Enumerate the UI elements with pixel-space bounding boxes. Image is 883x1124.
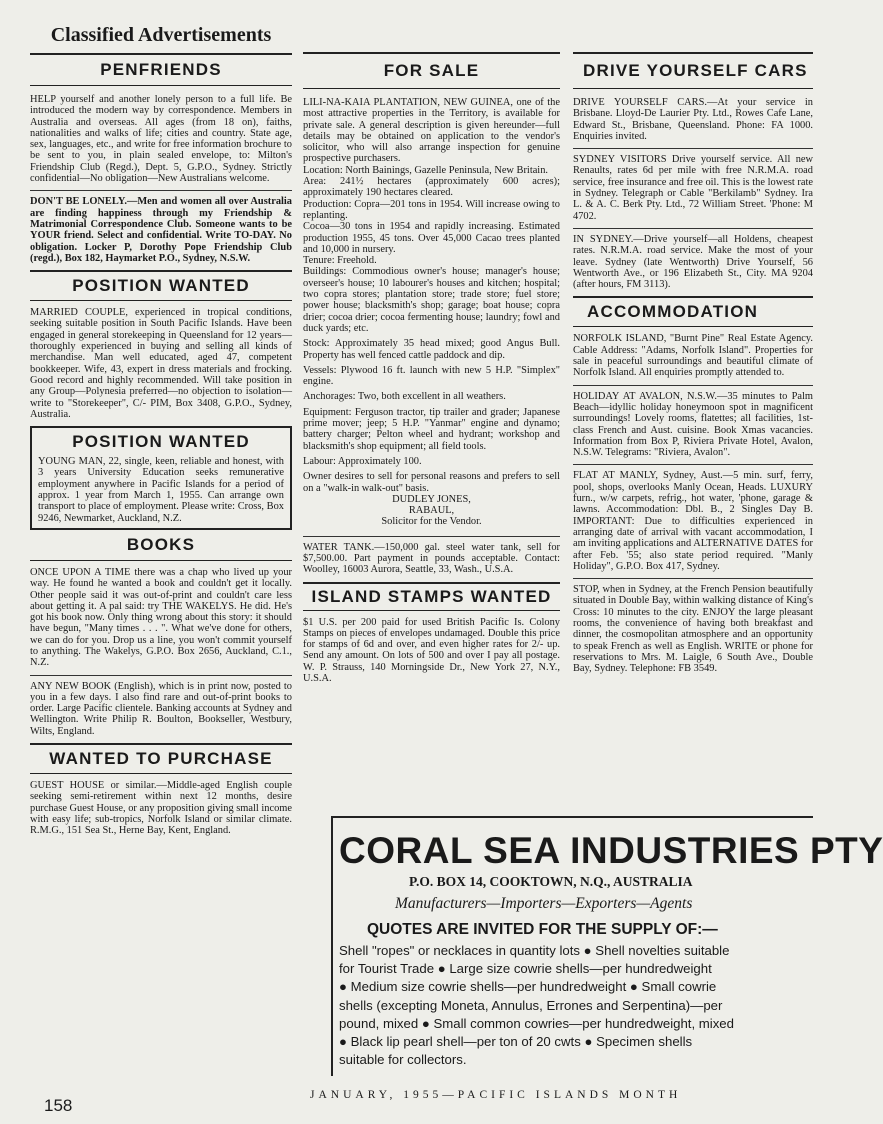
- sale-detail: Production: Copra—201 tons in 1954. Will increase owing to replanting.: [303, 198, 560, 221]
- drive-yourself-header: DRIVE YOURSELF CARS: [573, 54, 813, 89]
- ad-body-line: shells (excepting Moneta, Annulus, Errones and Serpentina)—per: [339, 997, 723, 1013]
- ad-body-line: ● Black lip pearl shell—per ton of 20 cwts ● Specimen shells: [339, 1034, 693, 1050]
- solicitor-town: RABAUL,: [408, 505, 455, 517]
- position-wanted-box: [30, 426, 292, 530]
- sale-detail: Cocoa—30 tons in 1954 and rapidly increasing. Estimated production 1955, 45 tons. Over 45,000 Cacao trees planted and 10,000 in nursery.: [303, 221, 560, 255]
- classified-ad: FLAT AT MANLY, Sydney, Aust.—5 min. surf, ferry, pool, shops, overlooks Manly Ocean, Heads. LUXURY furn., w/w carpets, refrig., hot water, 'phone, garage & lawns. Accommodation: Dbl. B., 2 Singles Day B. IMPORTANT: Due to difficulties experienced in arranging date of arrival with vacant accommodation, I am inviting applications and ALTERNATIVE DATES for after Feb. '55; also state period required. "Manly Holiday", G.P.O. Box 417, Sydney.: [573, 470, 813, 572]
- advertiser-tagline: Manufacturers—Importers—Exporters—Agents: [395, 895, 693, 912]
- classified-ad: HELP yourself and another lonely person to a full life. Be introduced the modern way by correspondence. Members in Australia and overseas. All ages (from 18 on), faiths, nationalities and walks of life; cities and country. State age, sex, languages, etc., and write for free information brochure to be sent to you, in plain sealed envelope, to: Milton's Friendship Club (Regd.), Dept. 5, G.P.O., Sydney. Strictly confidential—No obligation—New Australians welcome.: [30, 94, 292, 185]
- classified-ad: HOLIDAY AT AVALON, N.S.W.—35 minutes to Palm Beach—idyllic holiday honeymoon spot in magnificent surroundings! Lovely rooms, flatettes; all facilities, 1st-class French and Aust. cuisine. Book Xmas vacancies. Information from Box P, Riviera Private Hotel, Avalon, N.S.W. Telegrams: "Riviera, Avalon".: [573, 390, 813, 459]
- classified-ad: LILI-NA-KAIA PLANTATION, NEW GUINEA, one of the most attractive properties in the Territory, is available for private sale. A general description is given hereunder—full details may be obtained on application to the vendor's solicitor, who will also arrange inspection for genuine prospective purchasers.: [303, 97, 560, 165]
- column-middle: [303, 0, 560, 684]
- classified-ad: NORFOLK ISLAND, "Burnt Pine" Real Estate Agency. Cable Address: "Adams, Norfolk Island". Properties for sale in peaceful surroundings and beautiful climate of Norfolk Island. All enquiries promptly attended to.: [573, 333, 813, 379]
- sale-detail: Location: North Bainings, Gazelle Peninsula, New Britain.: [303, 164, 548, 176]
- sale-detail: Stock: Approximately 35 head mixed; good Angus Bull. Property has well fenced cattle paddock and dip.: [303, 338, 560, 361]
- classified-ad: GUEST HOUSE or similar.—Middle-aged English couple seeking semi-retirement within next 12 months, desire purchase Guest House, or any proposition giving small income with easy life; sub-tropics, Norfolk Island or similar climate. R.M.G., 151 Sea St., Herne Bay, Kent, England.: [30, 780, 292, 837]
- sale-detail: Owner desires to sell for personal reasons and prefers to sell on a "walk-in walk-out" basis.: [303, 471, 560, 494]
- island-stamps-header: ISLAND STAMPS WANTED: [303, 584, 560, 611]
- classified-ad: WATER TANK.—150,000 gal. steel water tank, sell for $7,500.00. Part payment in pounds acceptable. Contact: Woolley, 16003 Aurora, Seattle, 33, Wash., U.S.A.: [303, 541, 560, 576]
- classified-ad: DON'T BE LONELY.—Men and women all over Australia are finding happiness through my Friendship & Matrimonial Correspondence Club. Someone wants to be YOUR friend. Select and confidential. Write TO-DAY. No obligation. Locker P, Dorothy Pope Friendship Club (regd.), Box 182, Haymarket P.O., Sydney, N.S.W.: [30, 196, 292, 264]
- classified-ad: STOP, when in Sydney, at the French Pension beautifully situated in Double Bay, within walking distance of King's Cross: 10 minutes to the city. ENJOY the large pleasant rooms, the convenience of having both breakfast and dinner, the cosmopolitan atmosphere and an opportunity to speak French as well as English. WRITE or phone for reservations to Mrs. M. Laigle, 6 South Ave., Double Bay, Sydney. Telephone: FB 3549.: [573, 584, 813, 675]
- sale-detail: Anchorages: Two, both excellent in all weathers.: [303, 391, 506, 403]
- sale-detail: Tenure: Freehold.: [303, 255, 377, 267]
- accommodation-header: ACCOMMODATION: [573, 298, 813, 327]
- classified-ad: MARRIED COUPLE, experienced in tropical conditions, seeking suitable position in South Pacific Islands. Have been engaged in general storekeeping in Queensland for 12 years—thoroughly experienced in buying and selling all kinds of merchandise. Man well educated, aged 47, competent bookkeeper. Wife, 43, expert in dress materials and frocking. Good record and highly recommended. Will take position in any Group—Polynesia preferred—no objection to isolation—write to "Storekeeper", C/- PIM, Box 3408, G.P.O., Sydney, Australia.: [30, 307, 292, 420]
- solicitor-role: Solicitor for the Vendor.: [381, 516, 482, 528]
- sale-detail: Buildings: Commodious owner's house; manager's house; overseer's house; 10 labourer's houses and kitchen; hospital; two copra stores; plantation store; trade store; fuel store; power house; blacksmith's shop; garage; boat house; copra drier; cocoa drier; cocoa fermenting house; laundry; fowl and duck yards; etc.: [303, 266, 560, 334]
- ad-body-line: pound, mixed ● Small common cowries—per hundredweight, mixed: [339, 1015, 734, 1031]
- classified-ad: SYDNEY VISITORS Drive yourself service. All new Renaults, rates 6d per mile with free N.R.M.A. road service, free insurance and free oil. This is the lowest rate in Sydney. Telegraph or Cable "Berkilamb" Sydney. Ira L. & A. C. Berk Pty. Ltd., 72 William Street. 'Phone: M 4702.: [573, 154, 813, 222]
- quotes-invited-heading: QUOTES ARE INVITED FOR THE SUPPLY OF:—: [367, 921, 718, 938]
- sale-detail: Vessels: Plywood 16 ft. launch with new 5 H.P. "Simplex" engine.: [303, 364, 560, 388]
- penfriends-header: PENFRIENDS: [30, 55, 292, 86]
- ad-body-line: for Tourist Trade ● Large size cowrie shells—per hundredweight: [339, 961, 712, 977]
- classified-ad: IN SYDNEY.—Drive yourself—all Holdens, cheapest rates. N.R.M.A. road service. Make the most of your leave. Sydney (late Wentworth) Drive Yourself, 56 Wentworth Ave., or 196 Elizabeth St., City. MA 9204 (after hours, FM 3113).: [573, 233, 813, 291]
- position-wanted-header: POSITION WANTED: [30, 272, 292, 301]
- column-right: [573, 0, 813, 674]
- page-number: 158: [44, 1096, 73, 1115]
- sale-detail: Area: 241½ hectares (approximately 600 acres); approximately 190 hectares cleared.: [303, 176, 560, 199]
- sale-detail: Labour: Approximately 100.: [303, 455, 422, 467]
- solicitor-name: DUDLEY JONES,: [392, 493, 471, 505]
- wanted-to-purchase-header: WANTED TO PURCHASE: [30, 745, 292, 774]
- classified-ad: ONCE UPON A TIME there was a chap who lived up your way. He found he wanted a book and couldn't get it locally. Other people said it was out-of-print and couldn't care less about getting it. A pal said: try THE WAKELYS. He did. He's got his book now. Only thing wrong about this story: it should have begun, "Many times . . . ". What we've done for others, we can do for you. Drop us a line, you won't commit yourself to anything. The Wakelys, G.P.O. Box 2656, Auckland, C.1., N.Z.: [30, 566, 292, 669]
- advertiser-name: CORAL SEA INDUSTRIES PTY: [339, 830, 883, 871]
- ad-body-line: Shell "ropes" or necklaces in quantity lots ● Shell novelties suitable: [339, 943, 730, 958]
- ad-body-line: suitable for collectors.: [339, 1052, 467, 1068]
- advertiser-address: P.O. BOX 14, COOKTOWN, N.Q., AUSTRALIA: [409, 874, 693, 889]
- for-sale-header: FOR SALE: [303, 54, 560, 89]
- classified-ad: YOUNG MAN, 22, single, keen, reliable and honest, with 3 years University Education seeks remunerative employment anywhere in Pacific Islands for a period of approx. 1 year from March 1, 1955. Can arrange own transport to place of employment. Please write: Cross, Box 9246, Newmarket, Auckland, N.Z.: [38, 456, 284, 524]
- column-left: [30, 0, 292, 837]
- classified-ad: DRIVE YOURSELF CARS.—At your service in Brisbane. Lloyd-De Laurier Pty. Ltd., Rowes Cafe Lane, Edward St., Brisbane, Queensland. Phone: FA 1000. Enquiries invited.: [573, 97, 813, 142]
- classified-ad: $1 U.S. per 200 paid for used British Pacific Is. Colony Stamps on pieces of envelopes undamaged. Double this price for stamps of 6d and over, and even higher rates for 2/- up. Send any amount. On lots of 500 and over I pay all postage. W. P. Strauss, 140 Morningside Dr., New York 27, N.Y., U.S.A.: [303, 616, 560, 685]
- books-header: BOOKS: [30, 530, 292, 561]
- position-wanted-box-header: POSITION WANTED: [72, 432, 250, 452]
- classified-ad: ANY NEW BOOK (English), which is in print now, posted to you in a few days. I also find rare and out-of-print books to order. Large Pacific clientele. Banking accounts at Sydney and Wellington. Write Philip R. Boulton, Bookseller, Westbury, Wilts, England.: [30, 680, 292, 737]
- sale-detail: Equipment: Ferguson tractor, tip trailer and grader; Japanese prime mover; jeep; 5 H.P. "Yanmar" engine and dynamo; battery charger; Pelton wheel and hydrant; workshop and blacksmith's shop equipment; all field tools.: [303, 406, 560, 452]
- page-section-title: [30, 0, 292, 49]
- page-footer: JANUARY, 1955—PACIFIC ISLANDS MONTH: [310, 1089, 682, 1101]
- ad-border: [331, 816, 813, 1076]
- ad-body-line: ● Medium size cowrie shells—per hundredweight ● Small cowrie: [339, 979, 717, 995]
- section-title-text: Classified Advertisements: [50, 24, 272, 46]
